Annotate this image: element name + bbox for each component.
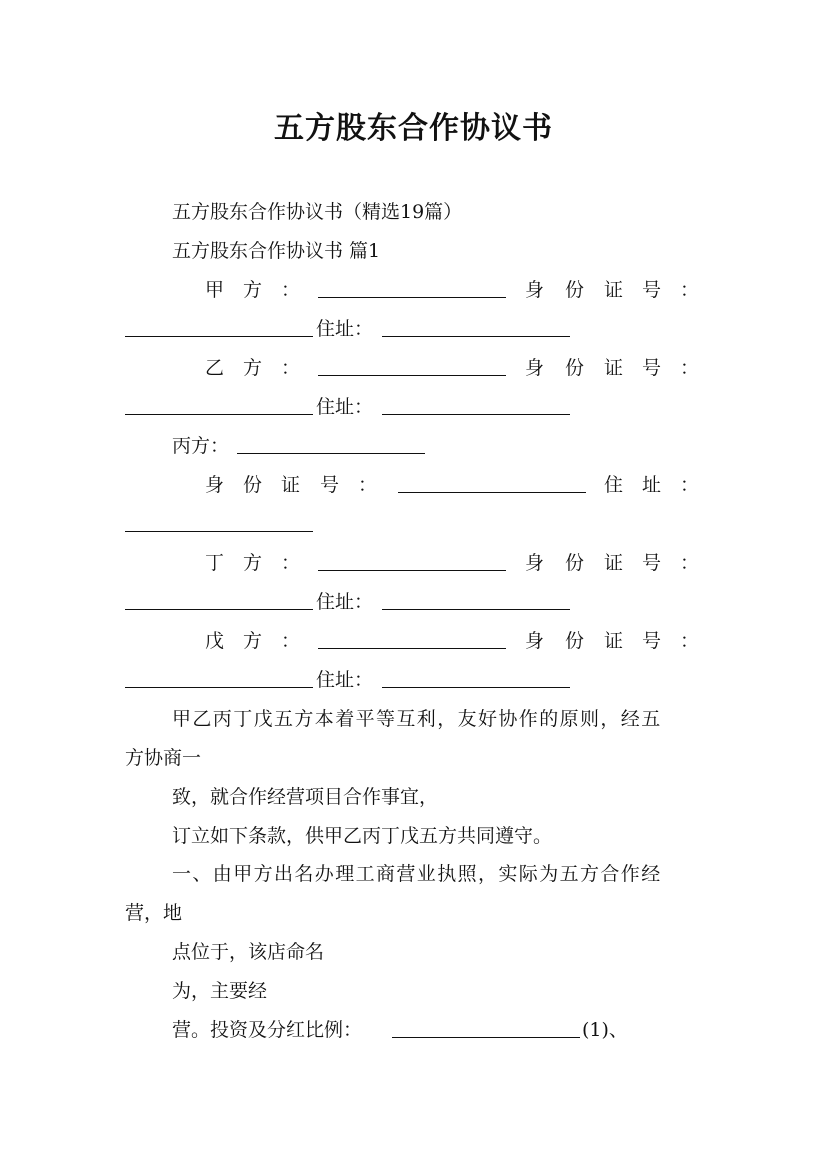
party-wu-address-blank[interactable] — [382, 687, 570, 688]
id-label-char: 份 — [565, 552, 585, 574]
addr-label-char: 住 — [604, 474, 624, 496]
id-label-char: 身 — [525, 357, 545, 379]
body-paragraph: 点位于，该店命名 — [172, 941, 325, 963]
party-label-char: 乙 — [205, 357, 225, 379]
party-yi-name-blank[interactable] — [318, 375, 506, 376]
party-label-char: 方 — [243, 357, 263, 379]
address-label: 住址： — [316, 591, 374, 613]
id-label-char: 份 — [565, 630, 585, 652]
id-label-char: 号 — [642, 552, 662, 574]
page-title: 五方股东合作协议书 — [274, 111, 553, 146]
party-label-char: 甲 — [205, 279, 225, 301]
doc-subtitle: 五方股东合作协议书（精选19篇） — [172, 201, 463, 223]
id-label-char: 身 — [525, 279, 545, 301]
id-label-char: ： — [358, 474, 378, 496]
id-label-char: 证 — [604, 357, 624, 379]
id-label-char: ： — [680, 357, 700, 379]
party-bing-name-blank[interactable] — [237, 453, 425, 454]
party-bing-label: 丙方： — [172, 435, 230, 457]
addr-label-char: 址 — [642, 474, 662, 496]
party-label-char: 方 — [243, 630, 263, 652]
party-ding-name-blank[interactable] — [318, 570, 506, 571]
id-label-char: ： — [680, 279, 700, 301]
party-ding-id-blank[interactable] — [125, 609, 313, 610]
party-label-char: ： — [281, 357, 301, 379]
party-jia-row — [0, 278, 827, 302]
id-label-char: 号 — [642, 357, 662, 379]
party-label-char: ： — [281, 552, 301, 574]
address-label: 住址： — [316, 318, 374, 340]
id-label-char: 号 — [320, 474, 340, 496]
id-label-char: 份 — [565, 279, 585, 301]
body-paragraph: 为，主要经 — [172, 980, 268, 1002]
id-label-char: 证 — [604, 552, 624, 574]
party-bing-id-row — [0, 473, 827, 497]
party-yi-id-blank[interactable] — [125, 414, 313, 415]
body-paragraph: 营。投资及分红比例： — [172, 1019, 363, 1041]
party-yi-address-blank[interactable] — [382, 414, 570, 415]
id-label-char: 份 — [565, 357, 585, 379]
party-ding-row — [0, 551, 827, 575]
party-label-char: 方 — [243, 552, 263, 574]
body-paragraph: 方协商一 — [125, 747, 202, 769]
id-label-char: 身 — [205, 474, 225, 496]
party-jia-id-blank[interactable] — [125, 336, 313, 337]
address-label: 住址： — [316, 396, 374, 418]
id-label-char: 号 — [642, 630, 662, 652]
party-label-char: 戊 — [205, 630, 225, 652]
id-label-char: 证 — [281, 474, 301, 496]
id-label-char: 证 — [604, 630, 624, 652]
party-wu-name-blank[interactable] — [318, 648, 506, 649]
party-label-char: ： — [281, 630, 301, 652]
id-label-char: ： — [680, 630, 700, 652]
section-heading: 五方股东合作协议书 篇1 — [172, 240, 381, 262]
id-label-char: 身 — [525, 552, 545, 574]
body-paragraph: 致，就合作经营项目合作事宜， — [172, 786, 439, 808]
body-paragraph: 营，地 — [125, 902, 183, 924]
id-label-char: 份 — [243, 474, 263, 496]
body-paragraph: 订立如下条款，供甲乙丙丁戊五方共同遵守。 — [172, 825, 553, 847]
addr-label-char: ： — [680, 474, 700, 496]
body-paragraph: 一、由甲方出名办理工商营业执照，实际为五方合作经 — [172, 863, 662, 885]
party-label-char: 丁 — [205, 552, 225, 574]
party-wu-id-blank[interactable] — [125, 687, 313, 688]
id-label-char: ： — [680, 552, 700, 574]
id-label-char: 身 — [525, 630, 545, 652]
party-ding-address-blank[interactable] — [382, 609, 570, 610]
party-label-char: ： — [281, 279, 301, 301]
investment-ratio-blank[interactable] — [392, 1037, 580, 1038]
id-label-char: 证 — [604, 279, 624, 301]
party-wu-row — [0, 629, 827, 653]
party-jia-address-blank[interactable] — [382, 336, 570, 337]
body-paragraph: 甲乙丙丁戊五方本着平等互利，友好协作的原则，经五 — [172, 708, 662, 730]
party-bing-address-blank[interactable] — [125, 531, 313, 532]
party-yi-row — [0, 356, 827, 380]
address-label: 住址： — [316, 669, 374, 691]
party-label-char: 方 — [243, 279, 263, 301]
body-paragraph: (1)、 — [582, 1019, 628, 1041]
id-label-char: 号 — [642, 279, 662, 301]
party-jia-name-blank[interactable] — [318, 297, 506, 298]
party-bing-id-blank[interactable] — [398, 492, 586, 493]
